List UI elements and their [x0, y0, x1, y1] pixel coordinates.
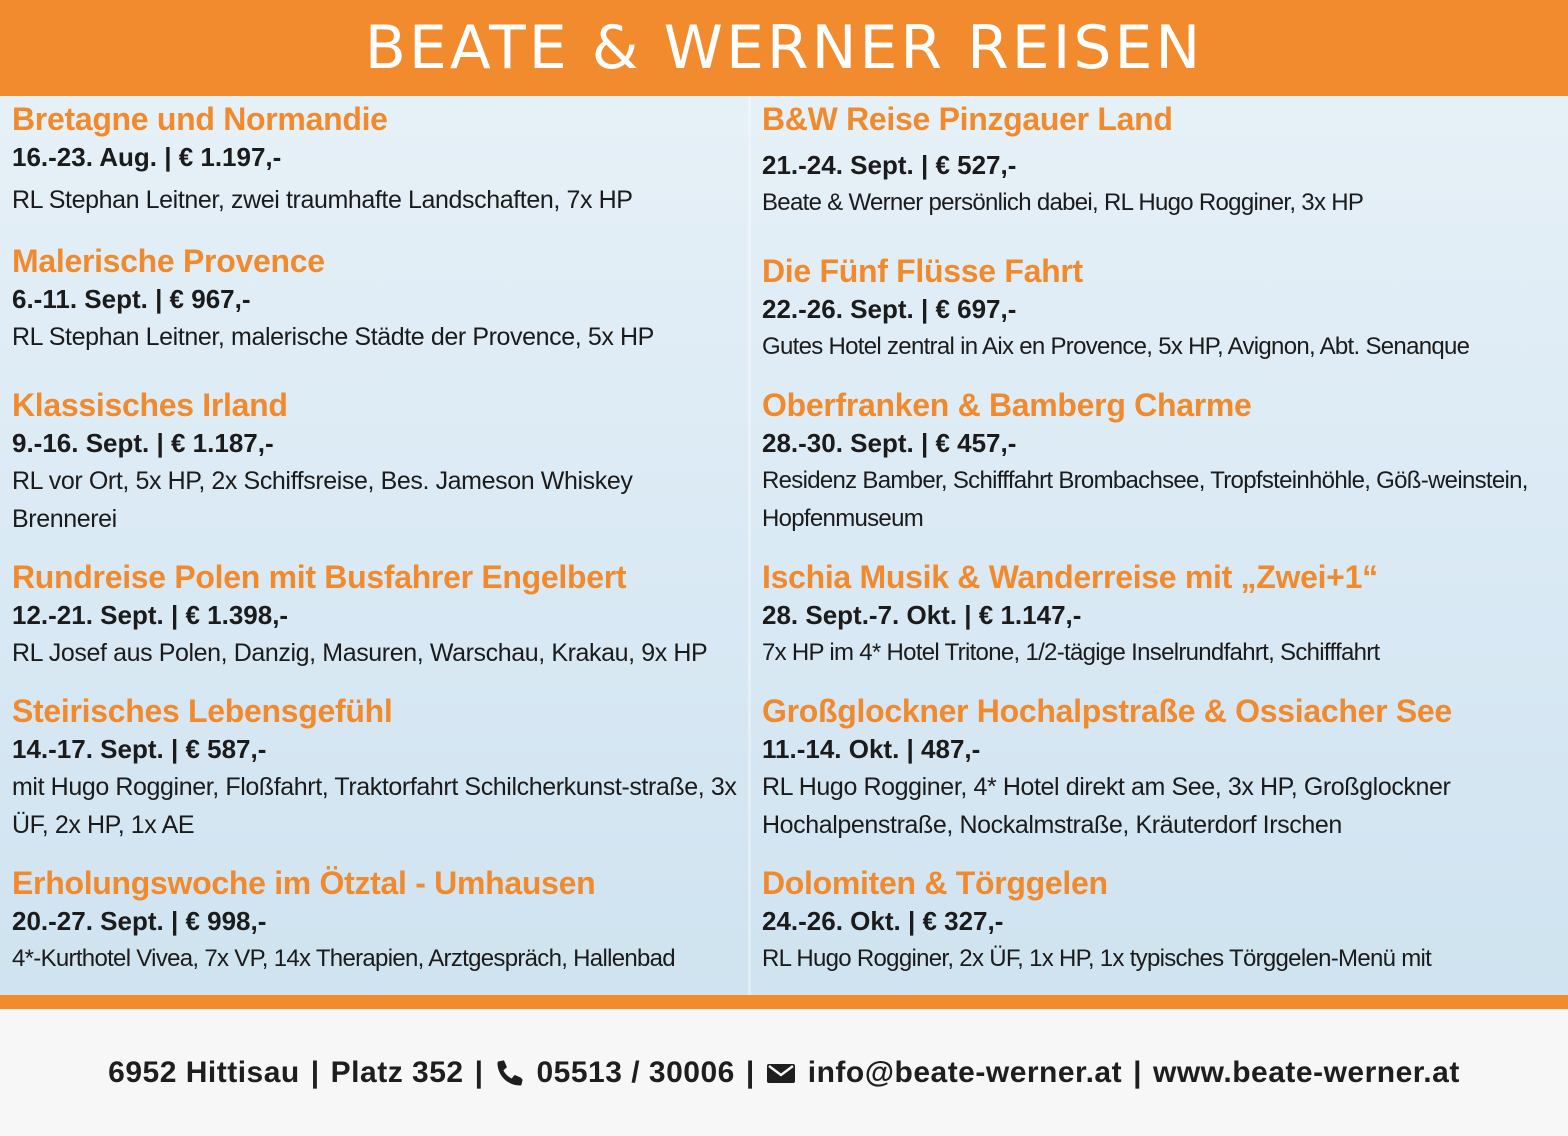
trip-date-price: 6.-11. Sept. | € 967,-: [12, 284, 251, 314]
separator: |: [310, 1055, 320, 1089]
contact-line: [108, 1056, 1460, 1090]
trip-item: [762, 386, 1552, 538]
trip-title: Malerische Provence: [12, 243, 325, 279]
address-street: Platz 352: [330, 1055, 464, 1089]
address-city: 6952 Hittisau: [108, 1055, 300, 1089]
email-link[interactable]: info@beate-werner.at: [807, 1055, 1123, 1089]
trip-date-price: 24.-26. Okt. | € 327,-: [762, 906, 1004, 936]
trip-description: RL Hugo Rogginer, 4* Hotel direkt am See, 3x HP, Großglockner Hochalpenstraße, Nockalmstraße, Kräuterdorf Irschen: [762, 773, 1451, 839]
trip-description: RL vor Ort, 5x HP, 2x Schiffsreise, Bes. Jameson Whiskey Brennerei: [12, 467, 633, 533]
trip-item: [762, 864, 1552, 978]
trip-item: [12, 242, 738, 356]
trip-item: [762, 558, 1552, 672]
footer-divider: [0, 995, 1568, 1009]
trip-title: Rundreise Polen mit Busfahrer Engelbert: [12, 559, 627, 595]
contact-footer: [0, 1009, 1568, 1136]
phone-number[interactable]: 05513 / 30006: [536, 1055, 735, 1089]
trip-title: Klassisches Irland: [12, 387, 288, 423]
trip-description: Beate & Werner persönlich dabei, RL Hugo Rogginer, 3x HP: [762, 189, 1364, 216]
trip-item: [12, 386, 738, 538]
envelope-icon: [766, 1061, 796, 1085]
trip-description: RL Josef aus Polen, Danzig, Masuren, Warschau, Krakau, 9x HP: [12, 639, 708, 667]
brand-title: BEATE & WERNER REISEN: [364, 13, 1204, 83]
trip-title: Bretagne und Normandie: [12, 101, 388, 137]
trip-date-price: 20.-27. Sept. | € 998,-: [12, 906, 267, 936]
trip-item: [762, 100, 1552, 222]
trip-date-price: 16.-23. Aug. | € 1.197,-: [12, 142, 282, 172]
trip-list: [0, 96, 1568, 995]
separator: |: [474, 1055, 484, 1089]
trip-date-price: 28.-30. Sept. | € 457,-: [762, 428, 1017, 458]
separator: |: [1133, 1055, 1142, 1089]
trip-description: RL Stephan Leitner, zwei traumhafte Landschaften, 7x HP: [12, 186, 633, 214]
trip-date-price: 21.-24. Sept. | € 527,-: [762, 150, 1017, 180]
trip-item: [762, 692, 1552, 844]
trip-description: 7x HP im 4* Hotel Tritone, 1/2-tägige Inselrundfahrt, Schifffahrt: [762, 639, 1380, 666]
website-link[interactable]: www.beate-werner.at: [1153, 1055, 1460, 1089]
trip-description: Gutes Hotel zentral in Aix en Provence, 5x HP, Avignon, Abt. Senanque: [762, 333, 1470, 360]
trip-title: Dolomiten & Törggelen: [762, 865, 1108, 901]
separator: |: [745, 1055, 755, 1089]
phone-icon: [495, 1058, 525, 1088]
trip-description: RL Stephan Leitner, malerische Städte der Provence, 5x HP: [12, 323, 654, 351]
trip-title: B&W Reise Pinzgauer Land: [762, 101, 1173, 137]
trip-description: RL Hugo Rogginer, 2x ÜF, 1x HP, 1x typisches Törggelen-Menü mit: [762, 945, 1432, 972]
header-banner: [0, 0, 1568, 96]
trip-date-price: 9.-16. Sept. | € 1.187,-: [12, 428, 274, 458]
trip-item: [762, 252, 1552, 366]
trip-title: Ischia Musik & Wanderreise mit „Zwei+1“: [762, 559, 1378, 595]
trip-item: [12, 692, 738, 844]
trip-date-price: 11.-14. Okt. | 487,-: [762, 734, 981, 764]
trip-date-price: 14.-17. Sept. | € 587,-: [12, 734, 267, 764]
trip-item: [12, 558, 738, 672]
trip-item: [12, 864, 738, 978]
trip-date-price: 12.-21. Sept. | € 1.398,-: [12, 600, 289, 630]
trip-date-price: 28. Sept.-7. Okt. | € 1.147,-: [762, 600, 1082, 630]
trip-title: Großglockner Hochalpstraße & Ossiacher See: [762, 693, 1452, 729]
trip-item: [12, 100, 738, 219]
trip-title: Die Fünf Flüsse Fahrt: [762, 253, 1083, 289]
trip-description: Residenz Bamber, Schifffahrt Brombachsee, Tropfsteinhöhle, Göß-weinstein, Hopfenmuseum: [762, 467, 1528, 532]
trip-title: Erholungswoche im Ötztal - Umhausen: [12, 865, 596, 901]
trip-date-price: 22.-26. Sept. | € 697,-: [762, 294, 1017, 324]
trip-title: Oberfranken & Bamberg Charme: [762, 387, 1252, 423]
trip-description: 4*-Kurthotel Vivea, 7x VP, 14x Therapien, Arztgespräch, Hallenbad: [12, 945, 675, 972]
trip-title: Steirisches Lebensgefühl: [12, 693, 393, 729]
trip-description: mit Hugo Rogginer, Floßfahrt, Traktorfahrt Schilcherkunst-straße, 3x ÜF, 2x HP, 1x AE: [12, 773, 737, 839]
